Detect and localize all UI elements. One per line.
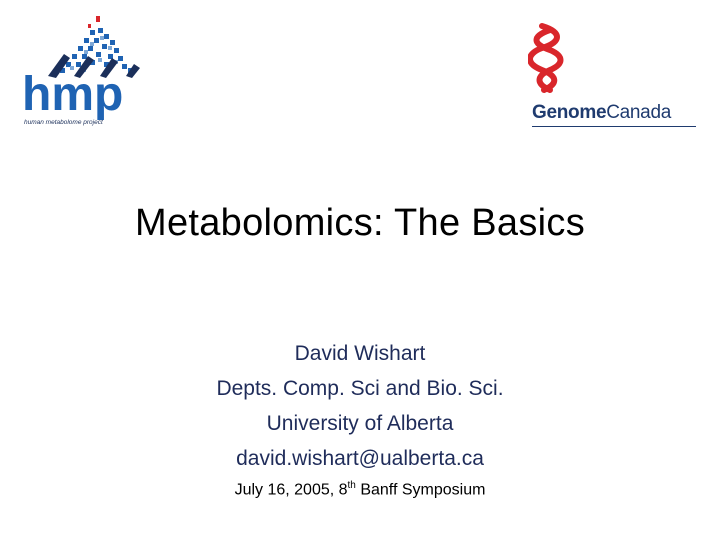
hmp-red-mark (96, 16, 100, 22)
genome-word-bold: Genome (532, 102, 607, 123)
author-email: david.wishart@ualberta.ca (236, 447, 484, 470)
event-date: July 16, 2005, 8 (234, 481, 348, 499)
event-date-line (0, 480, 720, 499)
author-department: Depts. Comp. Sci and Bio. Sci. (216, 377, 504, 400)
author-institution: University of Alberta (266, 412, 454, 435)
dna-helix-icon (528, 18, 700, 102)
slide-title: Metabolomics: The Basics (134, 202, 585, 244)
author-name: David Wishart (294, 342, 426, 365)
genome-underline (532, 126, 696, 127)
event-name: Banff Symposium (355, 481, 486, 499)
ordinal-suffix: th (347, 480, 356, 491)
genome-canada-logo (528, 18, 700, 130)
hmp-logo-graphic (18, 14, 150, 130)
hmp-red-mark (88, 24, 91, 28)
hmp-tagline: human metabolome project (24, 119, 103, 126)
hmp-logo (18, 14, 150, 130)
author-block (0, 336, 720, 476)
hmp-wordmark: hmp (22, 68, 124, 121)
genome-canada-wordmark (532, 102, 671, 124)
genome-word-light: Canada (606, 102, 671, 123)
